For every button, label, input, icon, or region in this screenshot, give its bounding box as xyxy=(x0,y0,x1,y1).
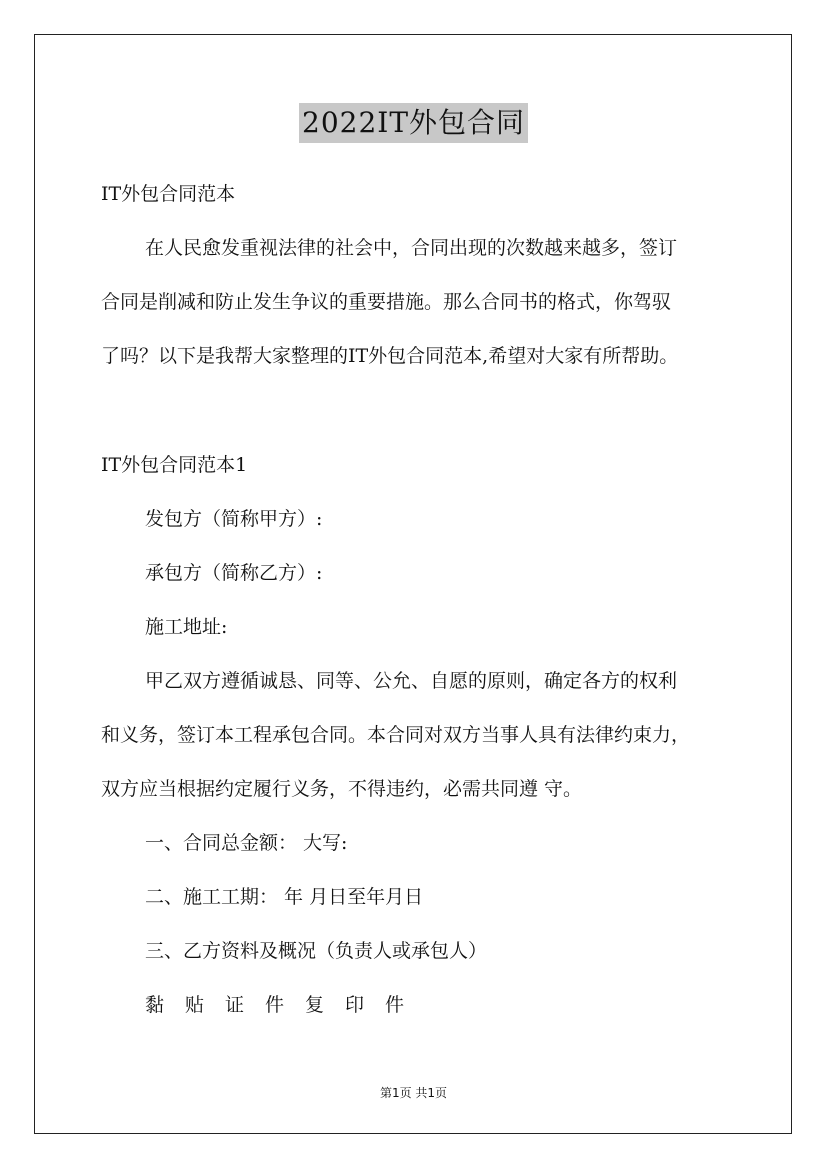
document-title: 2022IT外包合同 xyxy=(299,103,528,143)
clause-period: 二、施工工期： 年 月日至年月日 xyxy=(145,886,424,908)
intro-line-3: 了吗？以下是我帮大家整理的IT外包合同范本,希望对大家有所帮助。 xyxy=(101,345,679,367)
body-line-3: 双方应当根据约定履行义务，不得违约，必需共同遵 守。 xyxy=(101,778,583,800)
clause-amount: 一、合同总金额： 大写: xyxy=(145,832,348,854)
intro-line-1: 在人民愈发重视法律的社会中，合同出现的次数越来越多，签订 xyxy=(145,237,678,259)
clause-id-copy: 黏贴证件复印件 xyxy=(145,994,426,1016)
clause-contractor-info: 三、乙方资料及概况（负责人或承包人） xyxy=(145,940,488,962)
body-line-2: 和义务，签订本工程承包合同。本合同对双方当事人具有法律约束力， xyxy=(101,724,691,746)
body-line-1: 甲乙双方遵循诚恳、同等、公允、自愿的原则，确定各方的权利 xyxy=(145,670,678,692)
contract-heading: IT外包合同范本1 xyxy=(101,454,248,476)
site-field: 施工地址: xyxy=(145,616,228,638)
document-title-block xyxy=(0,103,827,143)
intro-line-2: 合同是削减和防止发生争议的重要措施。那么合同书的格式，你驾驭 xyxy=(101,291,672,313)
page-number: 第1页 共1页 xyxy=(379,1086,448,1100)
section-heading: IT外包合同范本 xyxy=(101,183,236,205)
party-b-field: 承包方（简称乙方）: xyxy=(145,562,323,584)
party-a-field: 发包方（简称甲方）: xyxy=(145,508,323,530)
